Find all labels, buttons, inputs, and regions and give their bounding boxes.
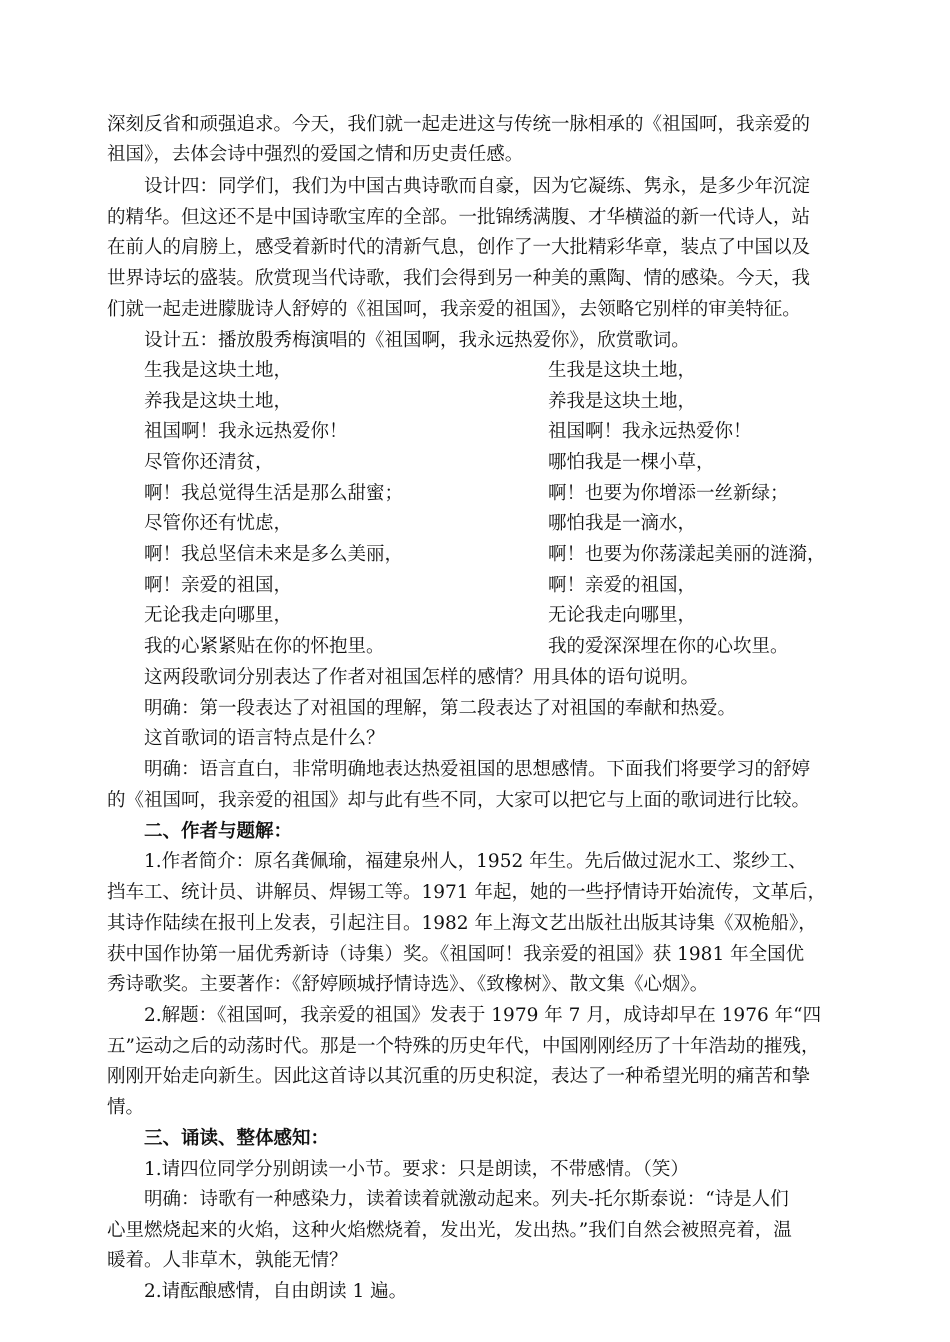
lyric-right-line: 我的爱深深埋在你的心坎里。 [548, 636, 789, 657]
lyric-left-line: 尽管你还有忧虑， [144, 513, 293, 534]
paragraph-line: 明确：诗歌有一种感染力，读着读着就激动起来。列夫-托尔斯泰说：“诗是人们 [144, 1189, 789, 1210]
lyric-right-line: 啊！也要为你增添一丝新绿； [548, 483, 789, 504]
paragraph-line: 世界诗坛的盛装。欣赏现当代诗歌，我们会得到另一种美的熏陶、情的感染。今天，我 [107, 268, 811, 289]
paragraph-line: 其诗作陆续在报刊上发表，引起注目。1982 年上海文艺出版社出版其诗集《双桅船》， [107, 913, 817, 934]
lyric-left-line: 生我是这块土地， [144, 360, 293, 381]
lyric-left-line: 我的心紧紧贴在你的怀抱里。 [144, 636, 385, 657]
lyric-right-line: 哪怕我是一滴水， [548, 513, 697, 534]
lyric-left-line: 啊！我总坚信未来是多么美丽， [144, 544, 404, 565]
lyric-left-line: 啊！亲爱的祖国， [144, 575, 293, 596]
lyric-right-line: 哪怕我是一棵小草， [548, 452, 715, 473]
paragraph-line: 在前人的肩膀上，感受着新时代的清新气息，创作了一大批精彩华章，装点了中国以及 [107, 237, 811, 258]
paragraph-line: 们就一起走进朦胧诗人舒婷的《祖国呵，我亲爱的祖国》，去领略它别样的审美特征。 [107, 299, 801, 320]
section-heading: 二、作者与题解： [144, 821, 293, 842]
lyric-right-line: 养我是这块土地， [548, 391, 697, 412]
paragraph-line: 设计五：播放殷秀梅演唱的《祖国啊，我永远热爱你》，欣赏歌词。 [144, 330, 690, 351]
lyric-right-line: 无论我走向哪里， [548, 605, 697, 626]
lyric-left-line: 啊！我总觉得生活是那么甜蜜； [144, 483, 404, 504]
answer-line: 明确：第一段表达了对祖国的理解，第二段表达了对祖国的奉献和热爱。 [144, 698, 737, 719]
paragraph-line: 获中国作协第一届优秀新诗（诗集）奖。《祖国呵！我亲爱的祖国》获 1981 年全国优 [107, 944, 805, 965]
paragraph-line: 2.请酝酿感情，自由朗读 1 遍。 [144, 1281, 408, 1302]
paragraph-line: 祖国》，去体会诗中强烈的爱国之情和历史责任感。 [107, 144, 524, 165]
lyric-right-line: 啊！也要为你荡漾起美丽的涟漪， [548, 544, 826, 565]
paragraph-line: 1.作者简介：原名龚佩瑜，福建泉州人，1952 年生。先后做过泥水工、浆纱工、 [144, 851, 807, 872]
paragraph-line: 1.请四位同学分别朗读一小节。要求：只是朗读，不带感情。（笑） [144, 1159, 689, 1180]
paragraph-line: 刚刚开始走向新生。因此这首诗以其沉重的历史积淀，表达了一种希望光明的痛苦和挚 [107, 1066, 811, 1087]
paragraph-line: 的精华。但这还不是中国诗歌宝库的全部。一批锦绣满腹、才华横溢的新一代诗人，站 [107, 207, 811, 228]
lyric-right-line: 祖国啊！我永远热爱你！ [548, 421, 752, 442]
lyric-left-line: 尽管你还清贫， [144, 452, 274, 473]
lyric-left-line: 祖国啊！我永远热爱你！ [144, 421, 348, 442]
answer-line: 明确：语言直白，非常明确地表达热爱祖国的思想感情。下面我们将要学习的舒婷 [144, 759, 811, 780]
lyric-right-line: 生我是这块土地， [548, 360, 697, 381]
question-line: 这首歌词的语言特点是什么？ [144, 728, 385, 749]
lyric-left-line: 无论我走向哪里， [144, 605, 293, 626]
paragraph-line: 五”运动之后的动荡时代。那是一个特殊的历史年代，中国刚刚经历了十年浩劫的摧残， [107, 1036, 820, 1057]
question-line: 这两段歌词分别表达了作者对祖国怎样的感情？用具体的语句说明。 [144, 667, 700, 688]
section-heading: 三、诵读、整体感知： [144, 1128, 330, 1149]
paragraph-line: 挡车工、统计员、讲解员、焊锡工等。1971 年起，她的一些抒情诗开始流传，文革后， [107, 882, 826, 903]
lyric-left-line: 养我是这块土地， [144, 391, 293, 412]
paragraph-line: 设计四：同学们，我们为中国古典诗歌而自豪，因为它凝练、隽永，是多少年沉淀 [144, 176, 811, 197]
paragraph-line: 暖着。人非草木，孰能无情？ [107, 1250, 348, 1271]
answer-line: 的《祖国呵，我亲爱的祖国》却与此有些不同，大家可以把它与上面的歌词进行比较。 [107, 790, 811, 811]
paragraph-line: 2.解题：《祖国呵，我亲爱的祖国》发表于 1979 年 7 月，成诗却早在 1976 年“四 [144, 1005, 822, 1026]
paragraph-line: 情。 [107, 1097, 145, 1118]
paragraph-line: 心里燃烧起来的火焰，这种火焰燃烧着，发出光，发出热。”我们自然会被照亮着，温 [107, 1220, 792, 1241]
lyric-right-line: 啊！亲爱的祖国， [548, 575, 697, 596]
paragraph-line: 深刻反省和顽强追求。今天，我们就一起走进这与传统一脉相承的《祖国呵，我亲爱的 [107, 114, 811, 135]
paragraph-line: 秀诗歌奖。主要著作：《舒婷顾城抒情诗选》、《致橡树》、散文集《心烟》。 [107, 974, 709, 995]
